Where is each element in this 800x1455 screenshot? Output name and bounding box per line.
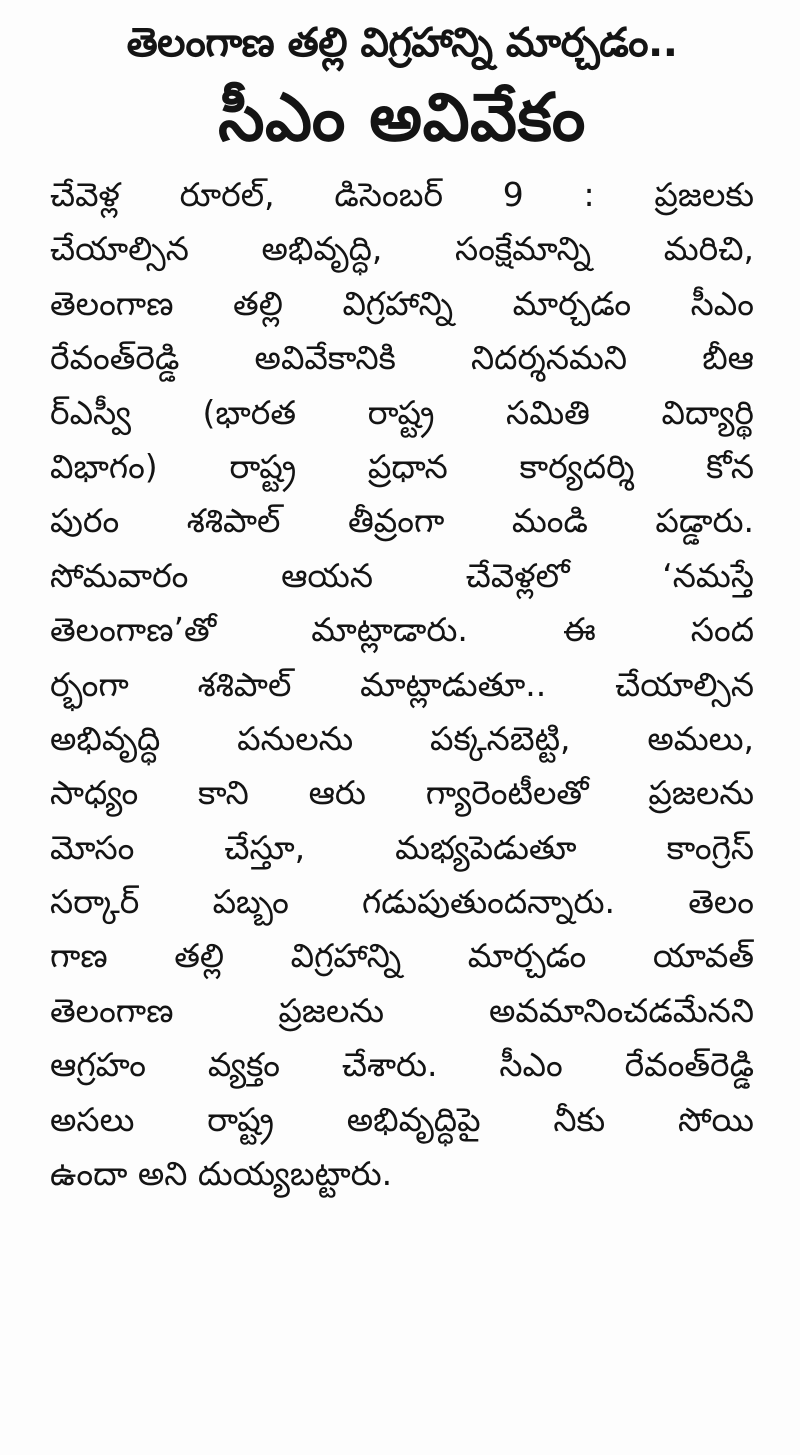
body-line: తెలంగాణ’తో మాట్లాడారు. ఈ సంద: [50, 610, 754, 650]
main-headline: సీఎం అవివేకం: [218, 79, 586, 156]
body-line: సోమవారం ఆయన చేవెళ్లలో ‘నమస్తే: [50, 555, 754, 595]
body-line: ర్‌ఎస్వీ (భారత రాష్ట్ర సమితి విద్యార్థి: [50, 392, 754, 432]
article-body: [50, 168, 754, 1201]
body-line: చేవెళ్ల రూరల్‌, డిసెంబర్‌ 9 : ప్రజలకు: [50, 175, 754, 214]
body-line: ఉందా అని దుయ్యబట్టారు.: [50, 1154, 393, 1194]
body-line: రేవంత్‌రెడ్డి అవివేకానికి నిదర్శనమని బీఆ: [50, 338, 754, 378]
body-line: అసలు రాష్ట్ర అభివృద్ధిపై నీకు సోయి: [50, 1099, 754, 1139]
body-line: అభివృద్ధి పనులను పక్కనబెట్టి, అమలు,: [50, 718, 754, 758]
body-line: గాణ తల్లి విగ్రహాన్ని మార్చడం యావత్‌: [50, 936, 754, 976]
body-line: సాధ్యం కాని ఆరు గ్యారెంటీలతో ప్రజలను: [50, 773, 754, 813]
body-line: చేయాల్సిన అభివృద్ధి, సంక్షేమాన్ని మరిచి,: [50, 229, 754, 269]
body-line: పురం శశిపాల్‌ తీవ్రంగా మండి పడ్డారు.: [50, 501, 754, 541]
body-line: తెలంగాణ తల్లి విగ్రహాన్ని మార్చడం సీఎం: [50, 283, 754, 323]
body-line: తెలంగాణ ప్రజలను అవమానించడమేనని: [50, 990, 754, 1030]
body-line: మోసం చేస్తూ, మభ్యపెడుతూ కాంగ్రెస్‌: [50, 827, 754, 867]
body-line: విభాగం) రాష్ట్ర ప్రధాన కార్యదర్శి కోన: [50, 446, 754, 486]
body-line: ఆగ్రహం వ్యక్తం చేశారు. సీఎం రేవంత్‌రెడ్డి: [50, 1045, 754, 1085]
body-line: ర్భంగా శశిపాల్‌ మాట్లాడుతూ.. చేయాల్సిన: [50, 664, 754, 704]
body-line: సర్కార్‌ పబ్బం గడుపుతుందన్నారు. తెలం: [50, 882, 754, 922]
kicker-headline: తెలంగాణ తల్లి విగ్రహాన్ని మార్చడం..: [126, 20, 678, 66]
